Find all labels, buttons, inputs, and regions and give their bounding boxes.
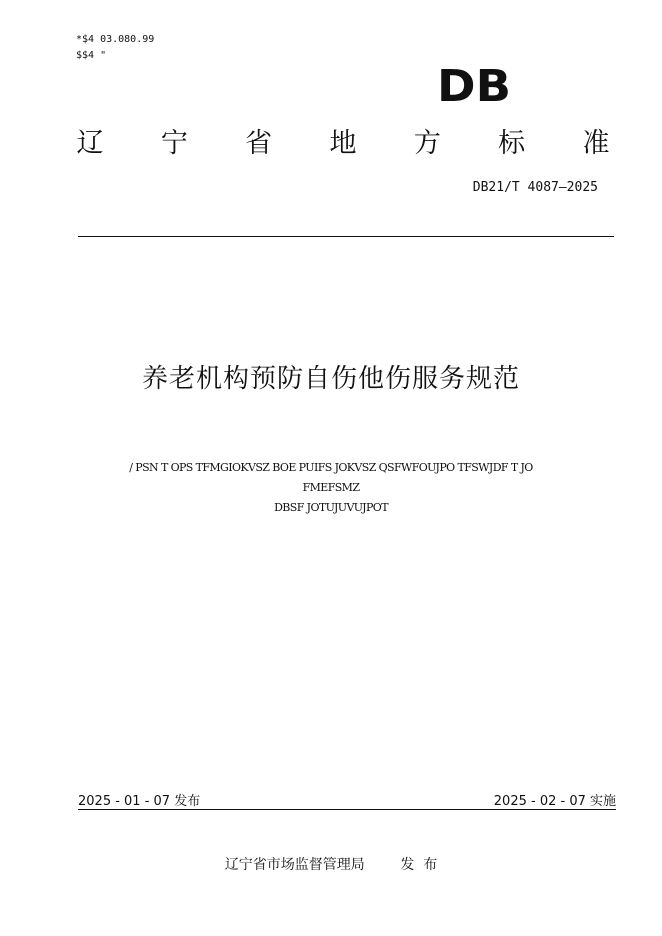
ccs-code: $$4 ": [76, 50, 107, 61]
bottom-divider: [78, 809, 616, 810]
category-char: 宁: [160, 128, 188, 159]
english-title: [100, 458, 562, 518]
category-char: 方: [413, 128, 441, 159]
issue-date: 2025 - 01 - 07 发布: [78, 794, 201, 809]
svg-text:DB: DB: [437, 66, 511, 104]
implementation-date: 2025 - 02 - 07 实施: [493, 794, 616, 809]
category-char: 地: [329, 128, 357, 159]
english-title-line: DBSF JOTUJUVUJPOT: [274, 501, 388, 514]
english-title-line: / PSN T OPS TFMGIOKVSZ BOE PUIFS JOKVSZ QSFWFOUJPO TFSWJDF T JO FMEFSMZ: [129, 461, 533, 494]
category-char: 标: [498, 128, 526, 159]
standard-number: DB21/T 4087—2025: [472, 180, 598, 195]
publisher: 辽宁省市场监督管理局 发 布: [224, 857, 438, 873]
standard-category-title: [70, 126, 616, 162]
document-title: 养老机构预防自伤他伤服务规范: [141, 364, 520, 394]
category-char: 辽: [76, 128, 104, 159]
category-char: 省: [245, 128, 273, 159]
ics-code: *$4 03.080.99: [76, 34, 155, 45]
category-char: 准: [582, 128, 610, 159]
top-divider: [78, 236, 614, 237]
db-logo: [436, 66, 512, 104]
